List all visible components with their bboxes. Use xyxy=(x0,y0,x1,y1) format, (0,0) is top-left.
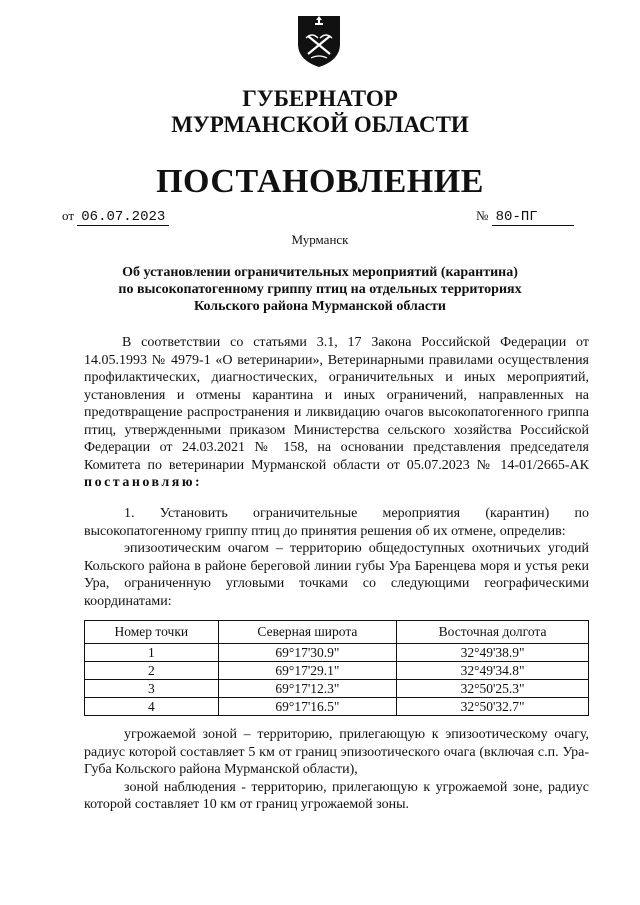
table-cell: 69°17'29.1" xyxy=(218,662,397,680)
table-cell: 1 xyxy=(85,644,219,662)
number-value: 80-ПГ xyxy=(492,209,574,226)
date-prefix: от xyxy=(62,208,75,223)
focus-definition: эпизоотическим очагом – территорию общедоступных охотничьих угодий Кольского района в районе береговой линии губы Ура Баренцева моря и устья реки Ура, ограниченную угловыми точками со следующими географическими координатами: xyxy=(84,541,589,609)
threat-zone-definition: угрожаемой зоной – территорию, прилегающую к эпизоотическому очагу, радиус которой составляет 5 км от границ эпизоотического очага (включая с.п. Ура-Губа Кольского района Мурманской области), xyxy=(84,727,589,777)
decree-word: постановляю: xyxy=(84,475,203,490)
document-date xyxy=(62,208,169,226)
table-row xyxy=(85,662,589,680)
header-line-governor: ГУБЕРНАТОР xyxy=(242,86,398,111)
column-header: Номер точки xyxy=(85,621,219,644)
table-cell: 32°50'25.3" xyxy=(397,680,589,698)
table-cell: 32°50'32.7" xyxy=(397,698,589,716)
table-row xyxy=(85,698,589,716)
table-header-row xyxy=(85,621,589,644)
table-cell: 32°49'38.9" xyxy=(397,644,589,662)
table-row xyxy=(85,644,589,662)
watch-zone-definition: зоной наблюдения - территорию, прилегающую к угрожаемой зоне, радиус которой составляет 10 км от границ угрожаемой зоны. xyxy=(84,779,589,812)
item-1-text: 1. Установить ограничительные мероприятия (карантин) по высокопатогенному гриппу птиц до принятия решения об их отмене, определив: xyxy=(84,506,589,539)
number-prefix: № xyxy=(476,208,489,223)
zones-block xyxy=(84,726,589,814)
subject-line: по высокопатогенному гриппу птиц на отдельных территориях xyxy=(118,282,522,297)
coordinates-table xyxy=(84,620,589,716)
preamble-paragraph xyxy=(84,334,589,492)
table-cell: 3 xyxy=(85,680,219,698)
table-row xyxy=(85,680,589,698)
governor-header xyxy=(0,86,640,138)
header-line-region: МУРМАНСКОЙ ОБЛАСТИ xyxy=(171,112,469,137)
table-cell: 4 xyxy=(85,698,219,716)
table-cell: 69°17'12.3" xyxy=(218,680,397,698)
subject-line: Об установлении ограничительных мероприятий (карантина) xyxy=(122,265,518,280)
table-cell: 69°17'16.5" xyxy=(218,698,397,716)
document-type-title: ПОСТАНОВЛЕНИЕ xyxy=(156,163,484,200)
item-1-block xyxy=(84,505,589,610)
table-cell: 2 xyxy=(85,662,219,680)
document-subject xyxy=(80,264,560,315)
column-header: Восточная долгота xyxy=(397,621,589,644)
subject-line: Кольского района Мурманской области xyxy=(194,299,446,314)
preamble-text: В соответствии со статьями 3.1, 17 Закона Российской Федерации от 14.05.1993 № 4979-1 «О ветеринарии», Ветеринарными правилами осуществления профилактических, диагностических, ограничительных и иных мероприятий, установления и отмены карантина и иных ограничений, направленных на предотвращение распространения и ликвидацию очагов высокопатогенного гриппа птиц, утвержденными приказом Министерства сельского хозяйства Российской Федерации от 24.03.2021 № 158, на основании представления председателя Комитета по ветеринарии Мурманской области от 05.07.2023 № 14-01/2665-АК xyxy=(84,335,589,473)
table-cell: 32°49'34.8" xyxy=(397,662,589,680)
city: Мурманск xyxy=(291,232,349,247)
coat-of-arms-icon xyxy=(296,14,342,68)
document-number xyxy=(476,208,574,226)
column-header: Северная широта xyxy=(218,621,397,644)
table-cell: 69°17'30.9" xyxy=(218,644,397,662)
date-value: 06.07.2023 xyxy=(77,209,169,226)
